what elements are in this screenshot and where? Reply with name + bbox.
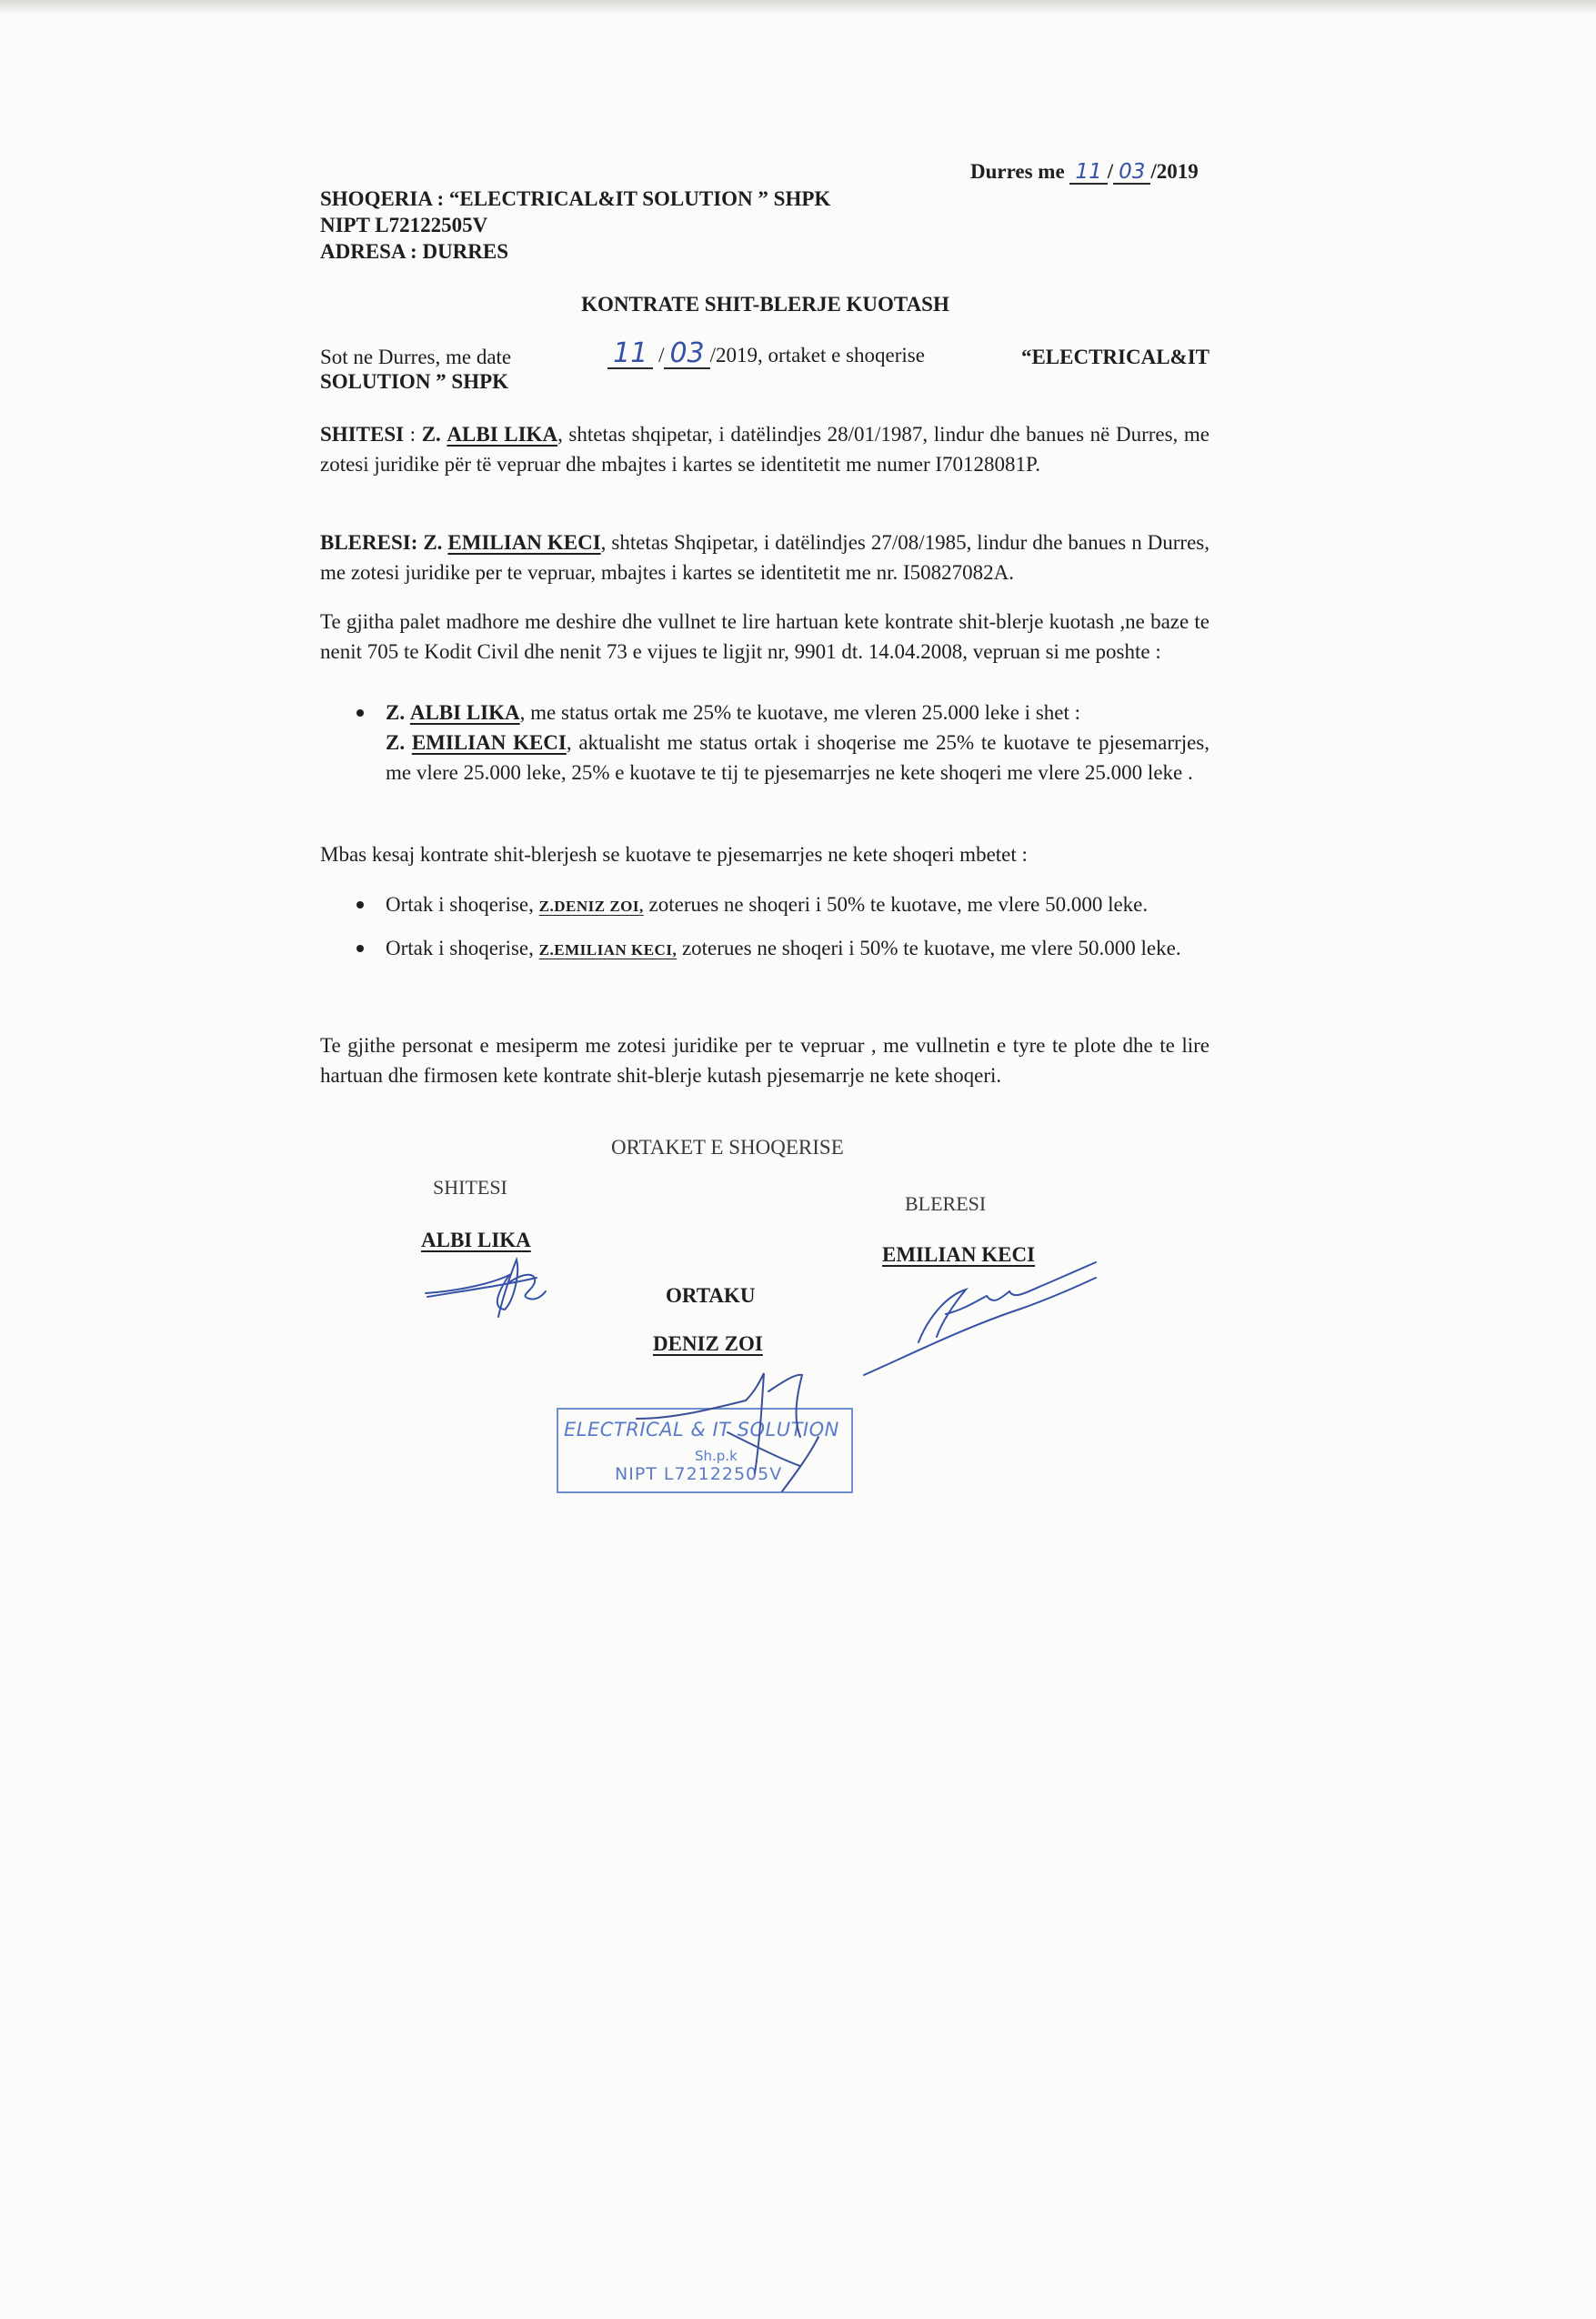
- stamp-nipt: NIPT L72122505V: [615, 1464, 783, 1484]
- date-year: /2019: [1150, 160, 1199, 183]
- buyer-signature-name: EMILIAN KECI: [882, 1243, 1036, 1266]
- seller-paragraph: SHITESI : Z. ALBI LIKA, shtetas shqipetar, i datëlindjes 28/01/1987, lindur dhe banues në Durres, me zotesi juridike për të vepruar dhe mbajtes i kartes se identitetit me numer I70128081P.: [320, 423, 1210, 476]
- signatures-heading: ORTAKET E SHOQERISE: [611, 1136, 844, 1159]
- company-address: ADRESA : DURRES: [320, 240, 509, 263]
- transfer-seller-name: ALBI LIKA: [409, 701, 520, 724]
- scan-edge-shadow: [0, 0, 1596, 15]
- buyer-signature-scribble: [864, 1262, 1096, 1375]
- stamp-company-name: ELECTRICAL & IT SOLUTION: [564, 1419, 839, 1441]
- bullet: [356, 709, 364, 717]
- date-prefix: Durres me: [970, 160, 1065, 183]
- intro-text-a: Sot ne Durres, me date: [320, 346, 512, 368]
- buyer-name: EMILIAN KECI: [447, 531, 601, 554]
- intro-company-b: SOLUTION ” SHPK: [320, 370, 509, 393]
- seller-signature-name: ALBI LIKA: [421, 1229, 531, 1251]
- after-paragraph: Mbas kesaj kontrate shit-blerjesh se kuotave te pjesemarrjes ne kete shoqeri mbetet :: [320, 843, 1028, 866]
- transfer-buyer-text: Z. EMILIAN KECI, aktualisht me status ortak i shoqerise me 25% te kuotave te pjesemarrjes, me vlere 25.000 leke, 25% e kuotave te tij te pjesemarrjes ne kete shoqeri me vlere 25.000 leke .: [386, 731, 1210, 784]
- partner-name: Z.EMILIAN KECI,: [538, 941, 678, 959]
- partner-name: Z.DENIZ ZOI,: [538, 898, 644, 915]
- seller-signature-scribble: [426, 1260, 546, 1317]
- seller-role-label: SHITESI: [433, 1176, 507, 1199]
- company-nipt: NIPT L72122505V: [320, 214, 488, 236]
- partner-role-label: ORTAKU: [666, 1284, 756, 1307]
- company-stamp: [557, 1408, 853, 1493]
- agreement-paragraph: Te gjitha palet madhore me deshire dhe vullnet te lire hartuan kete kontrate shit-blerje kuotash ,ne baze te nenit 705 te Kodit Civil dhe nenit 73 e vijues te ligjit nr, 9901 dt. 14.04.2008, vepruan si me poshte :: [320, 610, 1210, 663]
- date-line: Durres me 11 / 03 /2019: [970, 160, 1199, 184]
- intro-day-handwritten: 11: [607, 340, 653, 369]
- company-name: SHOQERIA : “ELECTRICAL&IT SOLUTION ” SHPK: [320, 187, 831, 210]
- transfer-buyer-name: EMILIAN KECI: [411, 731, 567, 754]
- partners-list: [347, 889, 1210, 965]
- bullet: [356, 901, 364, 909]
- seller-name: ALBI LIKA: [447, 423, 558, 446]
- partner-item: Ortak i shoqerise, Z.EMILIAN KECI, zoterues ne shoqeri i 50% te kuotave, me vlere 50.000 leke.: [347, 933, 1210, 965]
- document-title: KONTRATE SHIT-BLERJE KUOTASH: [581, 293, 949, 316]
- buyer-paragraph: BLERESI: Z. EMILIAN KECI, shtetas Shqipetar, i datëlindjes 27/08/1985, lindur dhe banues n Durres, me zotesi juridike per te vepruar, mbajtes i kartes se identitetit me nr. I50827082A.: [320, 531, 1210, 584]
- partner-signature-name: DENIZ ZOI: [653, 1332, 763, 1355]
- bullet: [356, 945, 364, 952]
- buyer-label: BLERESI:: [320, 531, 418, 554]
- date-day-handwritten: 11: [1069, 161, 1107, 185]
- intro-date: 11 / 03 /2019, ortaket e shoqerise: [607, 340, 925, 369]
- transfer-item: Z. ALBI LIKA, me status ortak me 25% te kuotave, me vleren 25.000 leke i shet : Z. EMILIAN KECI, aktualisht me status ortak i shoqerise me 25% te kuotave te pjesemarrjes, me vlere 25.000 leke, 25% e kuotave te tij te pjesemarrjes ne kete shoqeri me vlere 25.000 leke .: [347, 698, 1210, 788]
- date-month-handwritten: 03: [1113, 161, 1150, 185]
- transfer-list: [347, 698, 1210, 788]
- intro-month-handwritten: 03: [664, 340, 709, 369]
- intro-line-1: [320, 337, 1210, 369]
- seller-label: SHITESI: [320, 423, 405, 446]
- partner-item: Ortak i shoqerise, Z.DENIZ ZOI, zoterues ne shoqeri i 50% te kuotave, me vlere 50.000 leke.: [347, 889, 1210, 921]
- stamp-company-type: Sh.p.k: [695, 1448, 738, 1464]
- closing-paragraph: Te gjithe personat e mesiperm me zotesi juridike per te vepruar , me vullnetin e tyre te plote dhe te lire hartuan dhe firmosen kete kontrate shit-blerje kutash pjesemarrje ne kete shoqeri.: [320, 1034, 1210, 1087]
- buyer-role-label: BLERESI: [905, 1192, 987, 1215]
- intro-company-a: “ELECTRICAL&IT: [1020, 346, 1210, 368]
- company-header: [320, 186, 830, 265]
